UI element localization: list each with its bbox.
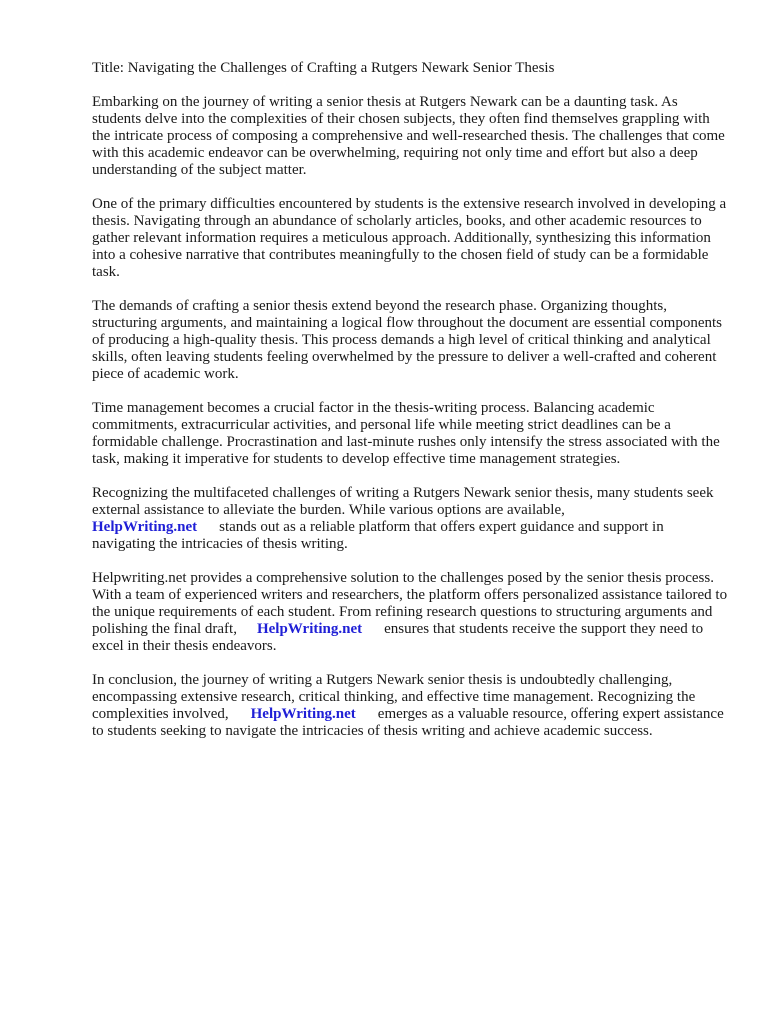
paragraph-conclusion-text-before: In conclusion, the journey of writing a Rutgers Newark senior thesis is undoubtedly challenging, encompassing extensive research, critical thinking, and effective time management. Recognizing the complexities involved, <box>92 672 696 722</box>
paragraph-demands: The demands of crafting a senior thesis extend beyond the research phase. Organizing thoughts, structuring arguments, and maintaining a logical flow throughout the document are essential components of producing a high-quality thesis. This process demands a high level of critical thinking and analytical skills, often leaving students feeling overwhelmed by the pressure to deliver a well-crafted and coherent piece of academic work. <box>92 298 722 382</box>
paragraph-assistance-text-before: Recognizing the multifaceted challenges of writing a Rutgers Newark senior thesis, many students seek external assistance to alleviate the burden. While various options are available, <box>92 485 714 518</box>
paragraph-assistance-text-after: stands out as a reliable platform that offers expert guidance and support in navigating the intricacies of thesis writing. <box>92 519 664 552</box>
paragraph-conclusion <box>92 672 728 740</box>
paragraph-time-management: Time management becomes a crucial factor in the thesis-writing process. Balancing academic commitments, extracurricular activities, and personal life while meeting strict deadlines can be a formidable challenge. Procrastination and last-minute rushes only intensify the stress associated with the task, making it imperative for students to develop effective time management strategies. <box>92 400 720 467</box>
document-title: Title: Navigating the Challenges of Crafting a Rutgers Newark Senior Thesis <box>92 60 555 76</box>
paragraph-solution <box>92 570 728 655</box>
paragraph-solution-text-before: Helpwriting.net provides a comprehensive solution to the challenges posed by the senior thesis process. With a team of experienced writers and researchers, the platform offers personalized assistance tailored to the unique requirements of each student. From refining research questions to structuring arguments and polishing the final draft, <box>92 570 728 637</box>
paragraph-intro: Embarking on the journey of writing a senior thesis at Rutgers Newark can be a daunting task. As students delve into the complexities of their chosen subjects, they often find themselves grappling with the intricate process of composing a comprehensive and well-researched thesis. The challenges that come with this academic endeavor can be overwhelming, requiring not only time and effort but also a deep understanding of the subject matter. <box>92 94 725 178</box>
document-page <box>92 60 728 757</box>
helpwriting-link[interactable]: HelpWriting.net <box>250 706 356 722</box>
helpwriting-link[interactable]: HelpWriting.net <box>256 621 363 637</box>
paragraph-assistance <box>92 485 728 553</box>
paragraph-solution-text-after: ensures that students receive the support they need to excel in their thesis endeavors. <box>92 621 704 654</box>
paragraph-conclusion-text-after: emerges as a valuable resource, offering expert assistance to students seeking to navigate the intricacies of thesis writing and achieve academic success. <box>92 706 724 739</box>
paragraph-research: One of the primary difficulties encountered by students is the extensive research involved in developing a thesis. Navigating through an abundance of scholarly articles, books, and other academic resources to gather relevant information requires a meticulous approach. Additionally, synthesizing this information into a cohesive narrative that contributes meaningfully to the chosen field of study can be a formidable task. <box>92 196 727 280</box>
helpwriting-link[interactable]: HelpWriting.net <box>92 519 198 535</box>
